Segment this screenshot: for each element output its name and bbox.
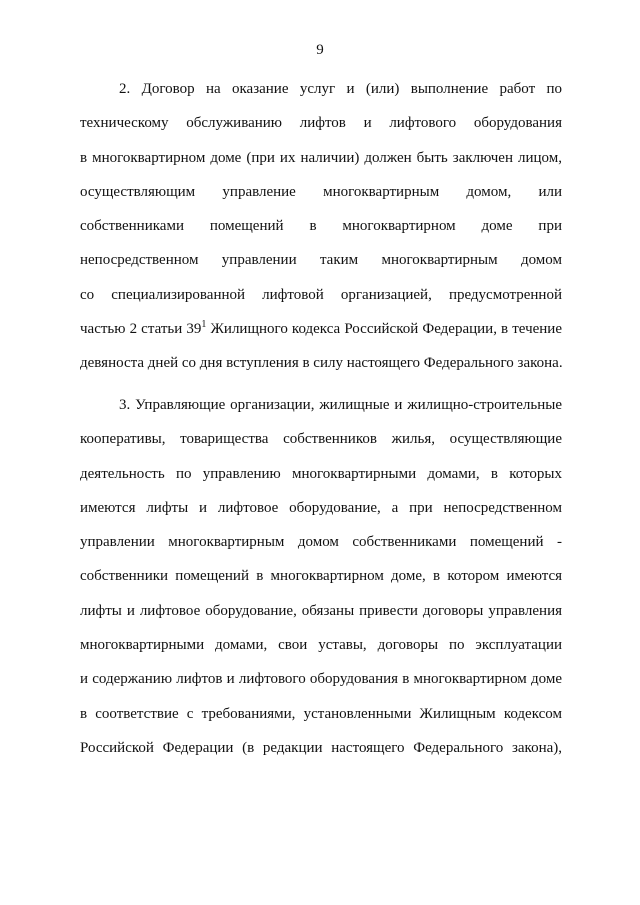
paragraph-line: собственники помещений в многоквартирном доме, в котором имеются — [80, 568, 562, 585]
paragraph-2 — [80, 79, 562, 388]
line-text: Жилищного кодекса Российской Федерации, в течение — [206, 321, 562, 338]
paragraph-line: лифты и лифтовое оборудование, обязаны привести договоры управления — [80, 602, 562, 619]
paragraph-line: деятельность по управлению многоквартирными домами, в которых — [80, 465, 562, 482]
paragraph-line: осуществляющим управление многоквартирным домом, или — [80, 183, 562, 200]
paragraph-line: непосредственном управлении таким многоквартирным домом — [80, 252, 562, 269]
paragraph-line: и содержанию лифтов и лифтового оборудования в многоквартирном доме — [80, 671, 562, 688]
paragraph-line: 2. Договор на оказание услуг и (или) выполнение работ по — [119, 81, 562, 97]
superscript-marker: 1 — [201, 319, 207, 331]
paragraph-3 — [80, 395, 562, 772]
paragraph-line-last: девяноста дней со дня вступления в силу настоящего Федерального закона. — [80, 355, 563, 372]
paragraph-line-with-footnote — [80, 319, 562, 353]
paragraph-line: 3. Управляющие организации, жилищные и жилищно-строительные — [119, 397, 562, 413]
line-text: частью 2 статьи 39 — [80, 321, 202, 338]
paragraph-line: со специализированной лифтовой организацией, предусмотренной — [80, 286, 562, 303]
paragraph-line: в многоквартирном доме (при их наличии) должен быть заключен лицом, — [80, 149, 562, 166]
paragraph-line: кооперативы, товарищества собственников жилья, осуществляющие — [80, 431, 562, 448]
paragraph-line: собственниками помещений в многоквартирном доме при — [80, 218, 562, 235]
paragraph-line: имеются лифты и лифтовое оборудование, а при непосредственном — [80, 499, 562, 516]
paragraph-line: многоквартирными домами, свои уставы, договоры по эксплуатации — [80, 637, 562, 654]
page-number: 9 — [316, 42, 324, 58]
paragraph-line: Российской Федерации (в редакции настоящего Федерального закона), — [80, 739, 562, 756]
paragraph-line: управлении многоквартирным домом собственниками помещений - — [80, 534, 562, 551]
paragraph-line: в соответствие с требованиями, установленными Жилищным кодексом — [80, 705, 562, 722]
paragraph-line: техническому обслуживанию лифтов и лифтового оборудования — [80, 115, 562, 132]
